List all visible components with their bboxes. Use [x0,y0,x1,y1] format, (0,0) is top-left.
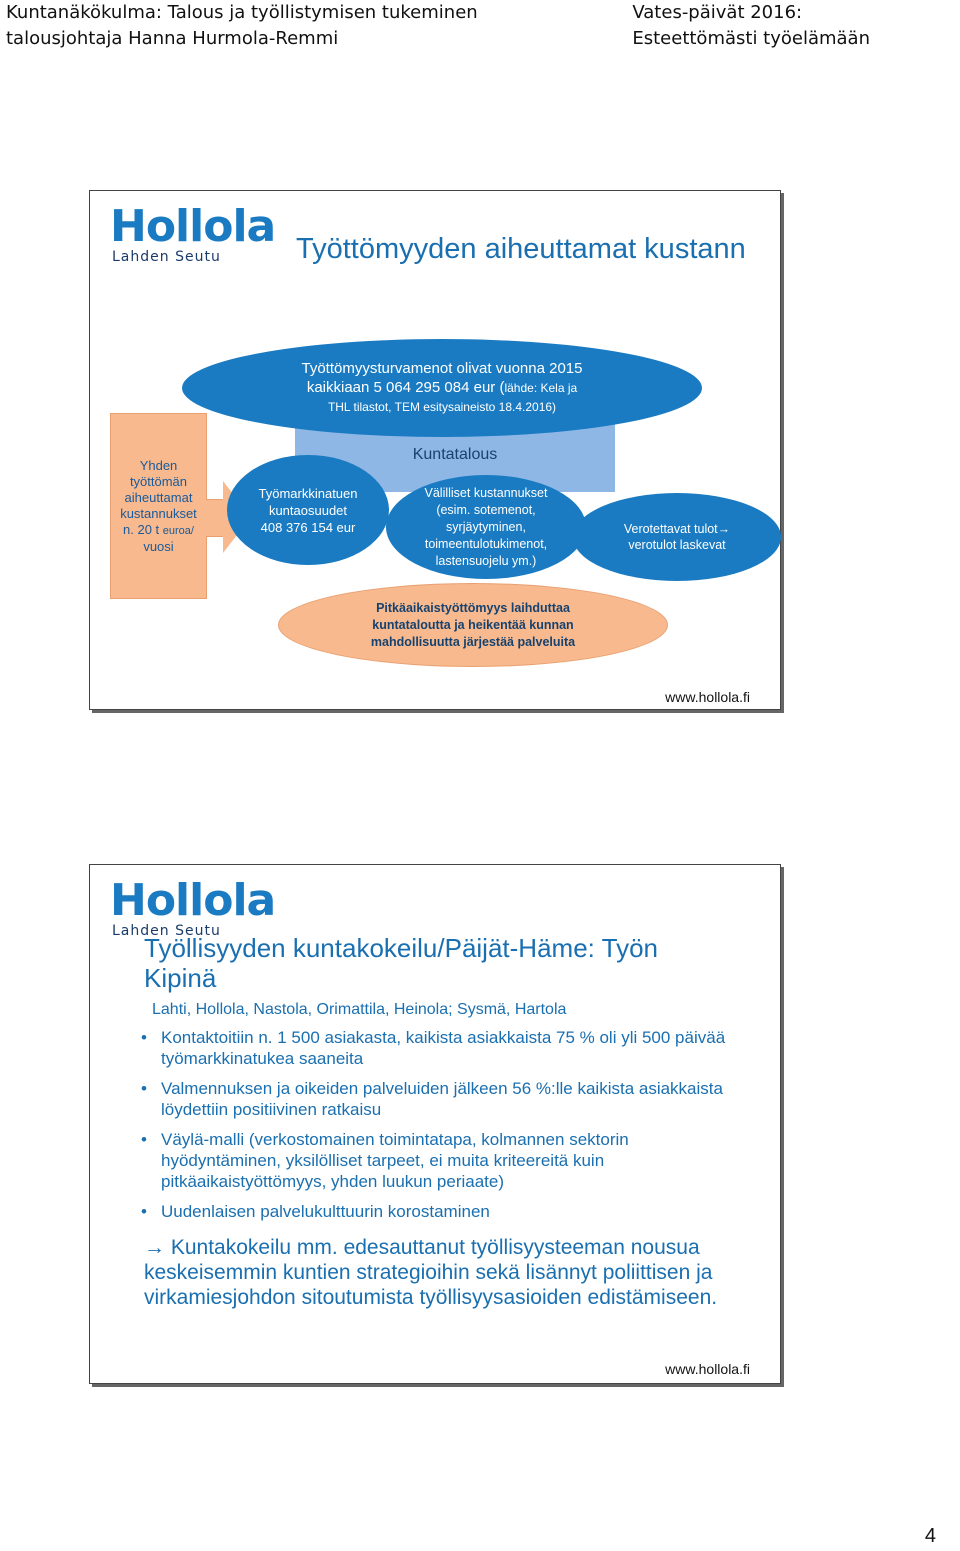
subsidy-line: Työmarkkinatuen [258,485,358,501]
subsidy-line: kuntaosuudet [268,502,348,518]
indirect-line: Välilliset kustannukset [424,485,548,500]
slide-title: Työttömyyden aiheuttamat kustann [296,233,746,265]
kuntatalous-label: Kuntatalous [412,446,498,463]
tax-line-2: verotulot laskevat [628,538,726,552]
conclusion-text: Kuntakokeilu mm. edesauttanut työllisyysteeman nousua keskeisemmin kuntien strategioihin sekä lisännyt poliittisen ja virkamiesjohdon sitoutumista työllisyysasioiden edistämiseen. [144,1236,718,1309]
slide-employment-pilot [89,864,781,1384]
slide-title [144,933,744,993]
indirect-costs-ellipse [386,475,586,579]
arrow-right-icon: → [144,1236,165,1259]
indirect-line: syrjäytyminen, [446,519,526,534]
logo-wordmark: Hollola [110,875,276,926]
arrow-right-icon: → [717,522,731,536]
cost-box-line: aiheuttamat [124,489,193,505]
header-presenter: talousjohtaja Hanna Hurmola-Remmi [6,28,339,49]
list-item: • Väylä-malli (verkostomainen toimintatapa, kolmannen sektorin hyödyntäminen, yksilölliset tarpeet, ei muita kriteereitä kuin pitkäaikaistyöttömyys, yhden luukun periaate) [137,1129,747,1192]
header-presentation-title: Kuntanäkökulma: Talous ja työllistymisen tukeminen [6,2,478,23]
logo-subtitle: Lahden Seutu [112,923,221,939]
subsidy-amount: 408 376 154 eur [260,519,356,535]
labour-market-subsidy-ellipse [227,455,389,565]
header-right [632,0,870,52]
list-item: • Uudenlaisen palvelukulttuurin korostaminen [137,1201,747,1222]
long-term-line: mahdollisuutta järjestää palveluita [370,634,576,649]
long-term-unemployment-ellipse [278,583,668,667]
logo-subtitle: Lahden Seutu [112,249,221,265]
cost-unit: euroa/ [162,524,194,537]
indirect-line: lastensuojelu ym.) [435,553,537,568]
cost-amount: n. 20 t [123,521,163,537]
spending-source: THL tilastot, TEM esitysaineisto 18.4.2016) [327,400,557,414]
long-term-line: kuntataloutta ja heikentää kunnan [372,617,574,632]
hollola-logo [110,201,285,265]
spending-line-2 [302,378,583,398]
slide-title-line-2: Kipinä [144,963,217,993]
page-number: 4 [924,1525,936,1547]
tax-line-1 [624,521,730,537]
cost-box-line: vuosi [143,538,174,554]
logo-wordmark: Hollola [110,201,276,252]
bullet-list [137,1027,747,1231]
tax-label: Verotettavat tulot [623,522,718,536]
unemployment-spending-ellipse [182,339,702,437]
slide-subtitle: Lahti, Hollola, Nastola, Orimattila, Heinola; Sysmä, Hartola [152,1001,567,1018]
cost-box-line [120,522,197,539]
tax-income-ellipse [573,493,781,581]
cost-box-line: kustannukset [120,505,197,521]
cost-box-line: Yhden [139,457,178,473]
indirect-line: (esim. sotemenot, [436,502,536,517]
header-event-theme: Esteettömästi työelämään [632,28,870,49]
spending-source-start: lähde: Kela ja [504,381,578,395]
list-item: • Valmennuksen ja oikeiden palveluiden jälkeen 56 %:lle kaikista asiakkaista löydettiin positiivinen ratkaisu [137,1078,747,1120]
conclusion [144,1235,754,1310]
list-item: • Kontaktoitiin n. 1 500 asiakasta, kaikista asiakkaista 75 % oli yli 500 päivää työmarkkinatukea saaneita [137,1027,747,1069]
indirect-line: toimeentulotukimenot, [424,536,548,551]
slide-costs [89,190,781,710]
header-left [6,0,478,52]
spending-amount: kaikkiaan 5 064 295 084 eur ( [306,379,505,396]
cost-box-line: työttömän [129,473,188,489]
header-event: Vates-päivät 2016: [632,2,803,23]
website-link[interactable]: www.hollola.fi [665,689,750,705]
spending-line-1: Työttömyysturvamenot olivat vuonna 2015 [301,360,583,377]
long-term-line: Pitkäaikaistyöttömyys laihduttaa [376,600,570,615]
hollola-logo [110,875,285,939]
cost-per-unemployed-box [110,413,207,599]
website-link[interactable]: www.hollola.fi [665,1361,750,1377]
slide-title-line-1: Työllisyyden kuntakokeilu/Päijät-Häme: Työn [144,933,658,963]
arrow-right-body [206,499,224,537]
